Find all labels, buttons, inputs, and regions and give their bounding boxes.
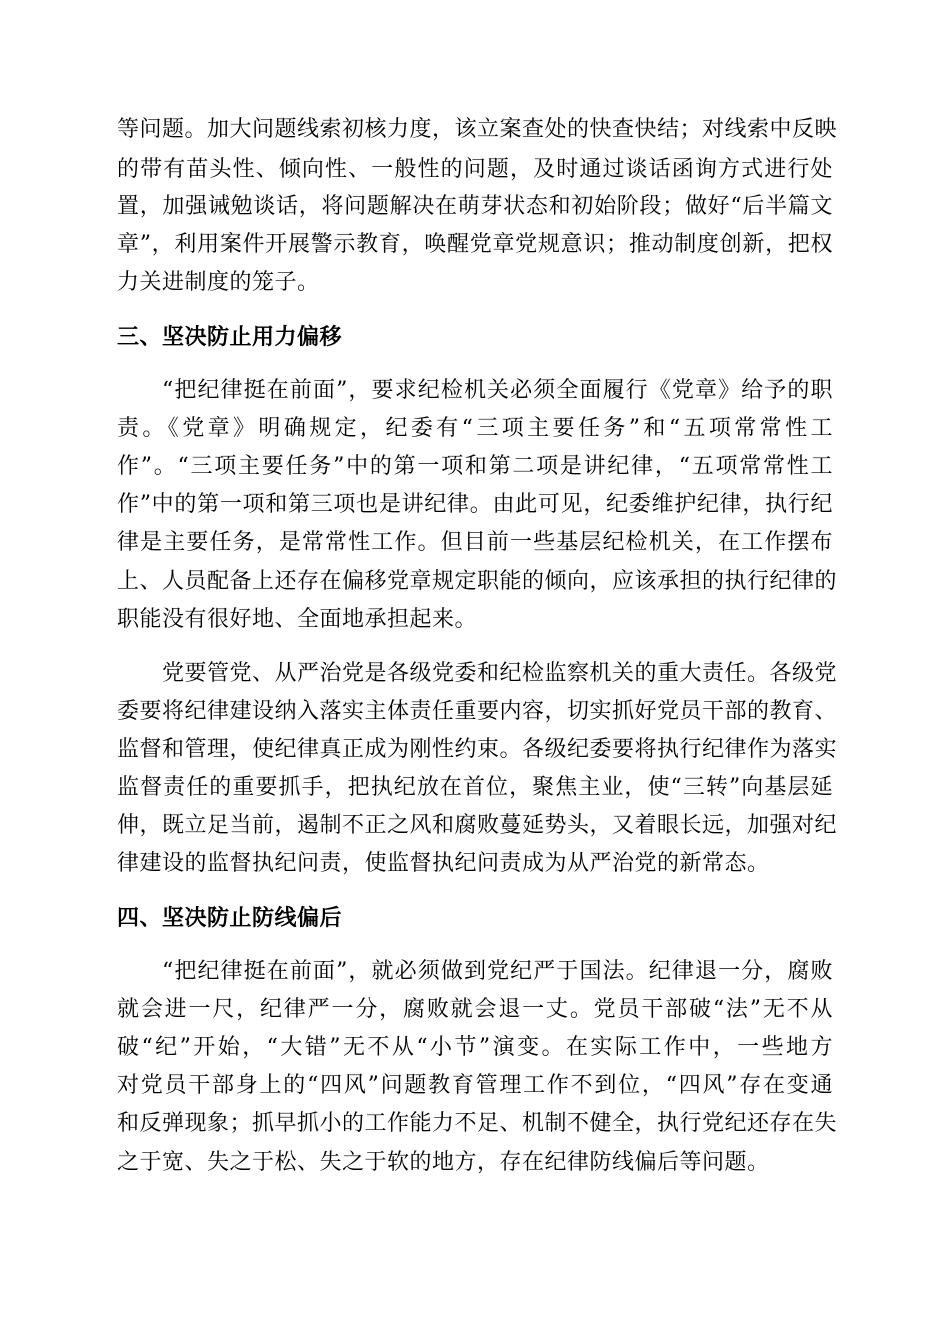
text-line: 等问题。加大问题线索初核力度，该立案查处的快查快结；对线索中反映 (117, 117, 838, 142)
text-line: 作”。“三项主要任务”中的第一项和第二项是讲纪律，“五项常常性工 (117, 454, 833, 479)
text-line: 党要管党、从严治党是各级党委和纪检监察机关的重大责任。各级党 (162, 661, 838, 686)
text-line: 律建设的监督执纪问责，使监督执纪问责成为从严治党的新常态。 (117, 851, 770, 876)
text-line: 破“纪”开始，“大错”无不从“小节”演变。在实际工作中，一些地方 (117, 1035, 833, 1060)
text-line: 律是主要任务，是常常性工作。但目前一些基层纪检机关，在工作摆布 (117, 530, 833, 555)
text-line: 作”中的第一项和第三项也是讲纪律。由此可见，纪委维护纪律，执行纪 (117, 492, 833, 517)
text-line: 置，加强诫勉谈话，将问题解决在萌芽状态和初始阶段；做好“后半篇文 (117, 194, 833, 219)
text-line: “把纪律挺在前面”，要求纪检机关必须全面履行《党章》给予的职 (162, 378, 833, 403)
text-line: 监督责任的重要抓手，把执纪放在首位，聚焦主业，使“三转”向基层延 (117, 775, 833, 800)
text-line: 职能没有很好地、全面地承担起来。 (117, 607, 478, 632)
text-line: 监督和管理，使纪律真正成为刚性约束。各级纪委要将执行纪律作为落实 (117, 737, 838, 762)
text-line: 就会进一尺，纪律严一分，腐败就会退一丈。党员干部破“法”无不从 (117, 997, 833, 1022)
text-line: 力关进制度的笼子。 (117, 270, 320, 295)
text-line: 责。《党章》明确规定，纪委有“三项主要任务”和“五项常常性工 (117, 416, 833, 441)
text-line: 章”，利用案件开展警示教育，唤醒党章党规意识；推动制度创新，把权 (117, 232, 833, 257)
text-line: 和反弹现象；抓早抓小的工作能力不足、机制不健全，执行党纪还存在失 (117, 1111, 838, 1136)
text-line: 之于宽、失之于松、失之于软的地方，存在纪律防线偏后等问题。 (117, 1150, 770, 1175)
text-line: 的带有苗头性、倾向性、一般性的问题，及时通过谈话函询方式进行处 (117, 157, 833, 182)
section-heading-3: 三、坚决防止用力偏移 (117, 324, 343, 350)
text-line: “把纪律挺在前面”，就必须做到党纪严于国法。纪律退一分，腐败 (162, 959, 833, 984)
text-line: 对党员干部身上的“四风”问题教育管理工作不到位，“四风”存在变通 (117, 1073, 833, 1098)
text-line: 委要将纪律建设纳入落实主体责任重要内容，切实抓好党员干部的教育、 (117, 699, 838, 724)
text-line: 上、人员配备上还存在偏移党章规定职能的倾向，应该承担的执行纪律的 (117, 569, 838, 594)
text-line: 伸，既立足当前，遏制不正之风和腐败蔓延势头，又着眼长远，加强对纪 (117, 813, 838, 838)
section-heading-4: 四、坚决防止防线偏后 (117, 905, 343, 931)
